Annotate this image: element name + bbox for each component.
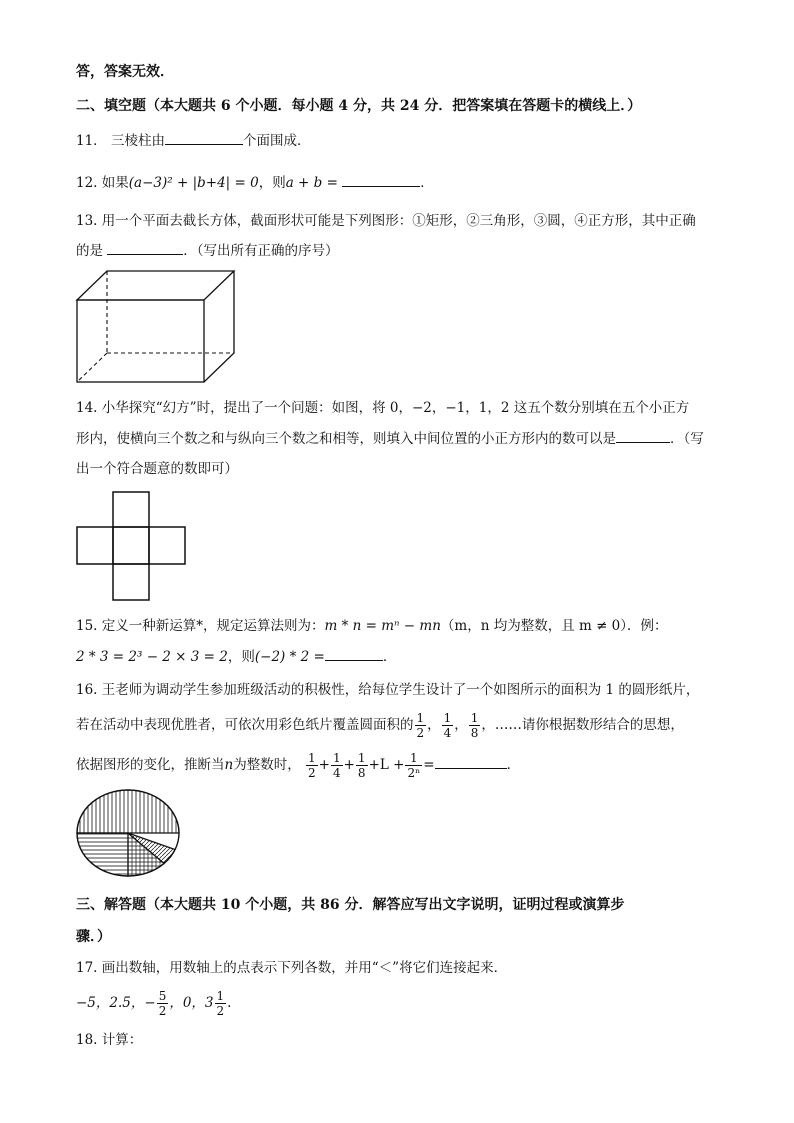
q15-mid: ，则: [227, 649, 255, 665]
q13-text-after: ．（写出所有正确的序号）: [183, 243, 339, 259]
q12-answer-blank[interactable]: [342, 172, 420, 187]
q16-answer-blank[interactable]: [435, 754, 507, 769]
fraction-one-quarter: $\frac{1}{4}$: [443, 711, 452, 740]
q14-text-after: ．（写: [670, 431, 704, 447]
q17-line2: [76, 986, 231, 1020]
q11-text-after: 个面围成．: [242, 133, 311, 149]
q17-numbers-1: −5，2.5，−: [76, 995, 156, 1011]
q16-var-n: n: [224, 757, 234, 773]
q12-number: 12.: [76, 175, 98, 191]
q15-rule: m * n = mⁿ − mn: [324, 618, 441, 634]
q16-line3: [76, 748, 520, 782]
q15-ask: (−2) * 2 =: [254, 649, 325, 665]
q15-example: 2 * 3 = 2³ − 2 × 3 = 2: [76, 649, 228, 665]
q17-line1: 17. 画出数轴，用数轴上的点表示下列各数，并用“＜”将它们连接起来．: [76, 960, 508, 976]
q12-end: ．: [420, 175, 434, 191]
q15-answer-blank[interactable]: [325, 646, 383, 661]
q18-text: 18. 计算：: [76, 1032, 143, 1048]
q17-numbers-2: ，0，3: [169, 995, 214, 1011]
plus-sign: +: [318, 757, 330, 773]
q14-text-before: 形内，使横向三个数之和与纵向三个数之和相等，则填入中间位置的小正方形内的数可以是: [76, 431, 616, 447]
q13-line2: [76, 240, 339, 261]
q11-answer-blank[interactable]: [165, 130, 243, 145]
quarter-sector: [77, 833, 128, 876]
square-left: [77, 527, 113, 564]
q12-expression: (a−3)² + |b+4| = 0: [128, 175, 259, 191]
q14-answer-blank[interactable]: [616, 428, 670, 443]
q17-end: .: [227, 995, 232, 1011]
ellipsis-symbol: L: [379, 757, 389, 773]
q16-text-before3: 依据图形的变化，推断当: [76, 757, 225, 773]
q15-line1: [76, 616, 668, 636]
q16-line2: 若在活动中表现优胜者，可依次用彩色纸片覆盖圆面积的 $\frac{1}{2}$ ， $\frac{1}{4}$ ， $\frac{1}{8}$ ，……请你根据数形结合的思想，: [76, 711, 684, 740]
cuboid-right-edges: [204, 271, 234, 382]
q15-line2: [76, 646, 396, 667]
q16-end: ．: [506, 757, 521, 773]
square-bottom: [113, 564, 149, 600]
section3-title-line1: 三、解答题（本大题共 10 个小题，共 86 分．解答应写出文字说明，证明过程或演算步: [76, 897, 625, 913]
section2-title: 二、填空题（本大题共 6 个小题．每小题 4 分，共 24 分．把答案填在答题卡的横线上．）: [76, 98, 642, 114]
square-top: [113, 492, 149, 527]
q12-ask: a + b =: [285, 175, 338, 191]
q13-line1: 13. 用一个平面去截长方体，截面形状可能是下列图形：①矩形，②三角形，③圆，④正方形，其中正确: [76, 213, 696, 229]
half-sector: [77, 790, 179, 833]
fraction-one-eighth: $\frac{1}{8}$: [470, 711, 479, 740]
plus-sign: +: [393, 757, 405, 773]
sum-term-1: $\frac{1}{2}$: [308, 751, 316, 780]
cuboid-front-face: [77, 300, 204, 382]
cuboid-top-face: [77, 271, 234, 300]
mixed-fraction-part: $\frac{1}{2}$: [216, 989, 225, 1018]
q11-text-before: 三棱柱由: [110, 133, 165, 149]
q14-line3: 出一个符合题意的数即可）: [76, 461, 238, 477]
plus-sign: +: [368, 757, 380, 773]
q15-end: ．: [382, 649, 397, 665]
q16-text-before: 若在活动中表现优胜者，可依次用彩色纸片覆盖圆面积的: [76, 717, 414, 733]
section3-title-line2: 骤．）: [76, 929, 111, 945]
question-11: [76, 130, 310, 151]
equals-sign: =: [423, 757, 435, 773]
question-12: [76, 172, 434, 193]
sum-term-3: $\frac{1}{8}$: [357, 751, 366, 780]
q12-text-before: 如果: [101, 175, 129, 191]
q13-text-before: 的是: [76, 243, 103, 259]
q11-number: 11．: [76, 133, 107, 149]
plus-sign: +: [343, 757, 355, 773]
q16-text-mid3: 为整数时，: [233, 757, 301, 773]
cross-squares-figure: [75, 490, 189, 602]
cuboid-figure: [74, 268, 238, 386]
header-fragment: 答，答案无效．: [76, 64, 174, 80]
cuboid-hidden-edges: [77, 271, 234, 382]
q15-text-before: 15. 定义一种新运算*，规定运算法则为：: [76, 618, 325, 634]
fraction-five-halves: $\frac{5}{2}$: [158, 989, 167, 1018]
sum-term-2: $\frac{1}{4}$: [332, 751, 341, 780]
q16-line1: 16. 王老师为调动学生参加班级活动的积极性，给每位学生设计了一个如图所示的面积为 1 的圆形纸片，: [76, 682, 700, 698]
q16-text-after: ，……请你根据数形结合的思想，: [481, 717, 684, 733]
q15-text-after: （m，n 均为整数，且 m ≠ 0）．例：: [440, 618, 668, 634]
sum-term-n: $\frac{1}{\text{2ⁿ}}$: [407, 751, 421, 780]
q14-line1: 14. 小华探究“幻方”时，提出了一个问题：如图，将 0，−2，−1，1，2 这五个数分别填在五个小正方: [76, 400, 690, 416]
shaded-circle-figure: [74, 788, 182, 878]
q12-text-mid: ，则: [258, 175, 286, 191]
q13-answer-blank[interactable]: [107, 240, 183, 255]
q14-line2: [76, 428, 704, 449]
square-center: [113, 527, 149, 564]
fraction-one-half: $\frac{1}{2}$: [416, 711, 425, 740]
square-right: [149, 527, 185, 564]
